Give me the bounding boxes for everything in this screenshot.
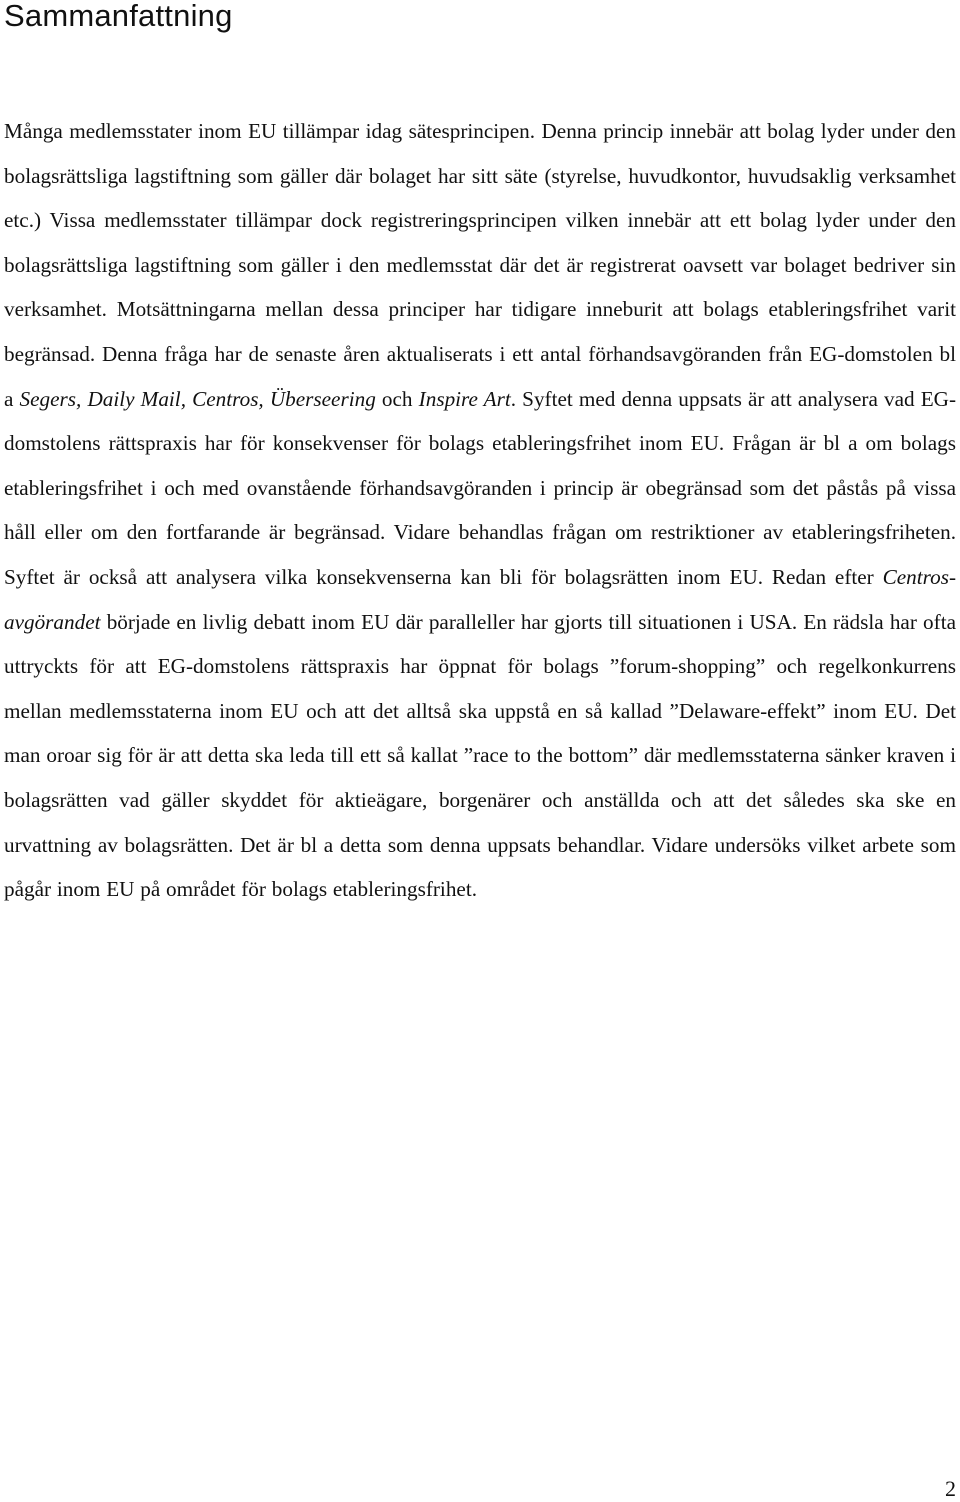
summary-text-part-3: . Syftet med denna uppsats är att analysera vad EG-domstolens rättspraxis har för konsekvenser för bolags etableringsfrihet inom EU. Frågan är bl a om bolags etableringsfrihet i och med ovanstående förhandsavgöranden i princip är obegränsad som det påstås på vissa håll eller om den fortfarande är begränsad. Vidare behandlas frågan om restriktioner av etableringsfriheten. Syftet är också att analysera vilka konsekvenserna kan bli för bolagsrätten inom EU. Redan efter: [4, 386, 957, 589]
summary-text-part-1: Många medlemsstater inom EU tillämpar idag sätesprincipen. Denna princip innebär att bolag lyder under den bolagsrättsliga lagstiftning som gäller där bolaget har sitt säte (styrelse, huvudkontor, huvudsaklig verksamhet etc.) Vissa medlemsstater tillämpar dock registreringsprincipen vilken innebär att ett bolag lyder under den bolagsrättsliga lagstiftning som gäller i den medlemsstat där det är registrerat oavsett var bolaget bedriver sin verksamhet. Motsättningarna mellan dessa principer har tidigare inneburit att bolags etableringsfrihet varit begränsad. Denna fråga har de senaste åren aktualiserats i ett antal förhandsavgöranden från EG-domstolen bl a: [4, 119, 956, 411]
summary-paragraph: [4, 109, 956, 912]
page-number: 2: [945, 1476, 956, 1501]
summary-text-part-2: och: [375, 386, 419, 411]
page-title: Sammanfattning: [4, 0, 233, 33]
case-name-inspire-art: Inspire Art: [418, 386, 511, 411]
case-names-italic: Segers, Daily Mail, Centros, Überseering: [19, 386, 376, 411]
centros-case-italic: Centros-avgörandet: [4, 564, 956, 634]
summary-text-part-4: började en livlig debatt inom EU där paralleller har gjorts till situationen i USA. En rädsla har ofta uttryckts för att EG-domstolens rättspraxis har öppnat för bolags ”forum-shopping” och regelkonkurrens mellan medlemsstaterna inom EU och att det alltså ska uppstå en så kallad ”Delaware-effekt” inom EU. Det man oroar sig för är att detta ska leda till ett så kallat ”race to the bottom” där medlemsstaterna sänker kraven i bolagsrätten vad gäller skyddet för aktieägare, borgenärer och anställda och att det således ska ske en urvattning av bolagsrätten. Det är bl a detta som denna uppsats behandlar. Vidare undersöks vilket arbete som pågår inom EU på området för bolags etableringsfrihet.: [4, 609, 956, 902]
